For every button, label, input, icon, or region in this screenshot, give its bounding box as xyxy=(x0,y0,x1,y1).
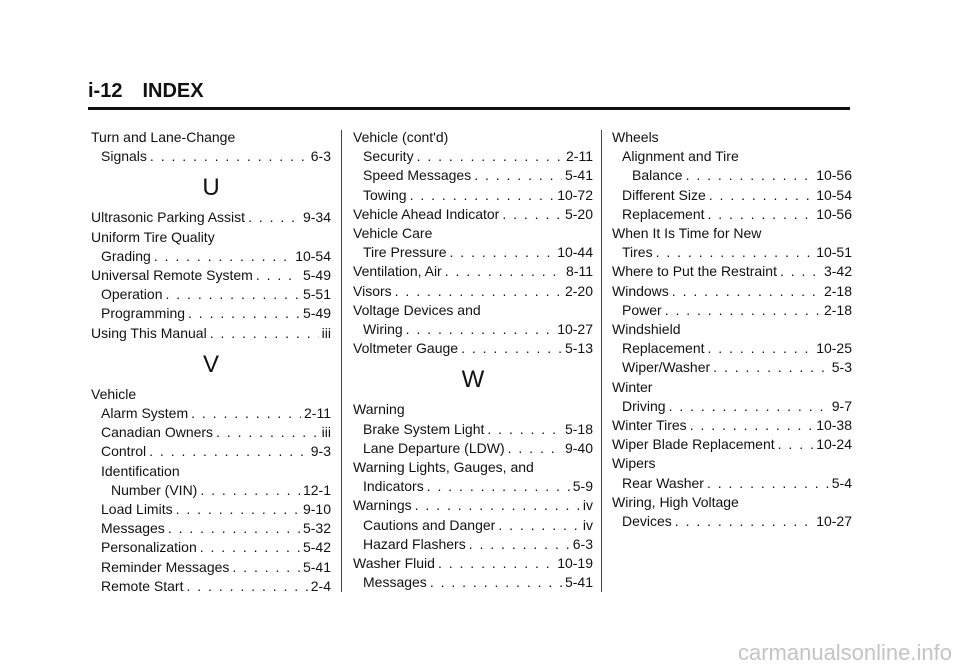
dot-leader xyxy=(707,474,829,493)
entry-term: Washer Fluid xyxy=(353,555,435,572)
entry-term: Windshield xyxy=(612,321,681,338)
index-entry xyxy=(91,423,331,442)
index-entry xyxy=(612,243,852,262)
index-entry xyxy=(91,538,331,557)
dot-leader xyxy=(487,420,562,439)
index-entry xyxy=(353,166,593,185)
index-heading xyxy=(353,224,593,243)
index-entry xyxy=(91,404,331,423)
page-reference: iii xyxy=(321,424,331,441)
page-reference: 5-49 xyxy=(302,267,331,284)
index-entry xyxy=(91,500,331,519)
index-entry xyxy=(353,186,593,205)
entry-term: Operation xyxy=(101,286,163,303)
dot-leader xyxy=(200,481,300,500)
index-heading xyxy=(612,128,852,147)
page-reference: 5-18 xyxy=(564,420,593,437)
index-entry xyxy=(353,496,593,515)
entry-term: Personalization xyxy=(101,539,197,556)
dot-leader xyxy=(708,205,814,224)
index-entry xyxy=(612,474,852,493)
dot-leader xyxy=(502,205,562,224)
index-entry xyxy=(91,558,331,577)
entry-term: Canadian Owners xyxy=(101,424,214,441)
index-column-2 xyxy=(353,128,593,592)
dot-leader xyxy=(150,147,308,166)
page-reference: 9-3 xyxy=(310,443,331,460)
page-reference: 9-34 xyxy=(302,209,331,226)
dot-leader xyxy=(168,519,300,538)
entry-term: Turn and Lane-Change xyxy=(91,129,236,145)
dot-leader xyxy=(430,573,562,592)
dot-leader xyxy=(445,262,563,281)
page-reference: iv xyxy=(582,497,593,514)
entry-term: Different Size xyxy=(622,186,706,203)
page-reference: 5-20 xyxy=(564,205,593,222)
page-reference: 10-27 xyxy=(816,513,852,530)
index-entry xyxy=(91,519,331,538)
entry-term: Vehicle Ahead Indicator xyxy=(353,205,500,222)
page-reference: 10-25 xyxy=(816,340,852,357)
entry-term: Security xyxy=(363,148,414,165)
page-reference: 6-3 xyxy=(572,535,593,552)
entry-term: Towing xyxy=(363,186,407,203)
entry-term: Alignment and Tire xyxy=(622,148,739,165)
page-reference: 5-4 xyxy=(831,474,852,491)
page-reference: 5-32 xyxy=(302,520,331,537)
index-entry xyxy=(612,416,852,435)
entry-term: Winter Tires xyxy=(612,417,687,434)
page-reference: 3-42 xyxy=(823,263,852,280)
index-entry xyxy=(353,243,593,262)
index-entry xyxy=(353,262,593,281)
dot-leader xyxy=(186,577,307,596)
index-entry xyxy=(353,554,593,573)
dot-leader xyxy=(438,554,554,573)
index-entry xyxy=(353,282,593,301)
dot-leader xyxy=(188,304,300,323)
entry-term: Wiper/Washer xyxy=(622,359,711,376)
entry-term: Messages xyxy=(363,574,427,591)
index-entry xyxy=(91,208,331,227)
page-reference: 10-54 xyxy=(816,186,852,203)
page-reference: 5-3 xyxy=(831,359,852,376)
dot-leader xyxy=(406,320,555,339)
index-entry xyxy=(612,282,852,301)
entry-term: Signals xyxy=(101,148,147,165)
entry-term: Devices xyxy=(622,513,672,530)
entry-term: Rear Washer xyxy=(622,474,704,491)
entry-term: Vehicle Care xyxy=(353,225,433,242)
entry-term: Hazard Flashers xyxy=(363,535,466,552)
index-entry xyxy=(353,573,593,592)
page-reference: 2-18 xyxy=(823,301,852,318)
entry-term: Tire Pressure xyxy=(363,244,447,261)
index-entry xyxy=(612,435,852,454)
entry-term: Voltmeter Gauge xyxy=(353,340,459,357)
index-entry xyxy=(353,147,593,166)
page-reference: 2-11 xyxy=(304,405,331,422)
index-heading xyxy=(612,147,852,166)
entry-term: Speed Messages xyxy=(363,167,472,184)
index-entry xyxy=(353,420,593,439)
dot-leader xyxy=(415,496,580,515)
dot-leader xyxy=(154,247,292,266)
page-number: i-12 xyxy=(88,80,123,102)
dot-leader xyxy=(427,477,570,496)
entry-term: Winter xyxy=(612,378,653,395)
index-heading xyxy=(91,128,331,147)
dot-leader xyxy=(690,416,814,435)
entry-term: Vehicle (cont'd) xyxy=(353,129,449,145)
index-entry xyxy=(612,358,852,377)
page-reference: 12-1 xyxy=(302,481,331,498)
entry-term: Balance xyxy=(632,167,683,184)
dot-leader xyxy=(248,208,300,227)
page-reference: 10-56 xyxy=(816,167,852,184)
entry-term: Where to Put the Restraint xyxy=(612,263,777,280)
page-reference: 5-49 xyxy=(302,305,331,322)
page-reference: 5-51 xyxy=(302,286,331,303)
index-entry xyxy=(91,481,331,500)
page-reference: 2-11 xyxy=(566,148,593,165)
index-entry xyxy=(91,442,331,461)
page-reference: iii xyxy=(321,324,331,341)
index-column-1 xyxy=(91,128,331,596)
entry-term: Voltage Devices and xyxy=(353,301,481,318)
page-reference: 10-19 xyxy=(557,555,593,572)
dot-leader xyxy=(672,282,821,301)
entry-term: Driving xyxy=(622,397,666,414)
index-entry xyxy=(353,516,593,535)
dot-leader xyxy=(417,147,563,166)
page-reference: 9-40 xyxy=(564,439,593,456)
index-entry xyxy=(612,166,852,185)
index-heading xyxy=(612,378,852,397)
page-header xyxy=(88,80,850,110)
dot-leader xyxy=(498,516,580,535)
dot-leader xyxy=(149,442,308,461)
index-heading xyxy=(353,400,593,419)
page-reference: 2-20 xyxy=(564,282,593,299)
entry-term: Wiring xyxy=(363,321,403,338)
page-reference: 2-4 xyxy=(310,577,331,594)
index-heading xyxy=(91,462,331,481)
index-heading xyxy=(91,385,331,404)
entry-term: Wheels xyxy=(612,129,659,145)
page-reference: 9-7 xyxy=(831,397,852,414)
entry-term: Grading xyxy=(101,247,151,264)
section-letter: W xyxy=(461,366,485,394)
dot-leader xyxy=(176,500,300,519)
entry-term: Using This Manual xyxy=(91,324,207,341)
entry-term: Universal Remote System xyxy=(91,267,253,284)
page-reference: 10-24 xyxy=(816,436,852,453)
entry-term: Uniform Tire Quality xyxy=(91,228,215,245)
index-entry xyxy=(612,301,852,320)
entry-term: Replacement xyxy=(622,340,705,357)
section-letter: V xyxy=(202,350,219,378)
entry-term: Wiper Blade Replacement xyxy=(612,436,775,453)
entry-term: Wipers xyxy=(612,455,656,472)
index-heading xyxy=(612,320,852,339)
entry-term: Tires xyxy=(622,244,653,261)
index-entry xyxy=(612,512,852,531)
index-entry xyxy=(612,262,852,281)
page-reference: 8-11 xyxy=(566,263,593,280)
entry-term: Replacement xyxy=(622,205,705,222)
index-entry xyxy=(353,535,593,554)
page-title: INDEX xyxy=(142,80,204,102)
dot-leader xyxy=(508,439,562,458)
index-entry xyxy=(91,577,331,596)
index-heading xyxy=(353,458,593,477)
dot-leader xyxy=(780,262,821,281)
entry-term: Visors xyxy=(353,282,392,299)
dot-leader xyxy=(200,538,300,557)
page-reference: 5-41 xyxy=(302,558,331,575)
index-entry xyxy=(612,397,852,416)
entry-term: Power xyxy=(622,301,662,318)
dot-leader xyxy=(656,243,814,262)
index-entry xyxy=(612,205,852,224)
dot-leader xyxy=(256,266,300,285)
entry-term: Reminder Messages xyxy=(101,558,230,575)
entry-term: Lane Departure (LDW) xyxy=(363,439,505,456)
index-entry xyxy=(353,477,593,496)
entry-term: Warning Lights, Gauges, and xyxy=(353,459,534,476)
dot-leader xyxy=(232,558,300,577)
page-reference: 5-41 xyxy=(564,574,593,591)
dot-leader xyxy=(410,186,555,205)
dot-leader xyxy=(708,339,814,358)
entry-term: Remote Start xyxy=(101,577,184,594)
page-reference: 10-44 xyxy=(557,244,593,261)
page-reference: 5-13 xyxy=(564,340,593,357)
page-reference: 5-41 xyxy=(564,167,593,184)
entry-term: Indicators xyxy=(363,478,424,495)
entry-term: Warning xyxy=(353,401,405,418)
entry-term: Wiring, High Voltage xyxy=(612,493,739,510)
dot-leader xyxy=(709,186,813,205)
dot-leader xyxy=(686,166,814,185)
dot-leader xyxy=(669,397,829,416)
index-entry xyxy=(612,186,852,205)
index-heading xyxy=(353,301,593,320)
page-reference: 2-18 xyxy=(823,282,852,299)
index-heading xyxy=(91,228,331,247)
column-divider xyxy=(601,130,602,592)
index-entry xyxy=(91,247,331,266)
entry-term: Ventilation, Air xyxy=(353,263,442,280)
index-entry xyxy=(353,339,593,358)
index-entry xyxy=(91,266,331,285)
index-entry xyxy=(91,324,331,343)
entry-term: Brake System Light xyxy=(363,420,485,437)
entry-term: Programming xyxy=(101,305,186,322)
page-reference: 5-9 xyxy=(572,478,593,495)
entry-term: Warnings xyxy=(353,497,412,514)
dot-leader xyxy=(165,285,299,304)
index-entry xyxy=(353,320,593,339)
page-reference: 5-42 xyxy=(302,539,331,556)
entry-term: Load Limits xyxy=(101,501,173,518)
dot-leader xyxy=(474,166,562,185)
index-heading xyxy=(612,224,852,243)
section-letter: U xyxy=(202,174,220,202)
entry-term: Alarm System xyxy=(101,405,189,422)
page-reference: 10-38 xyxy=(816,417,852,434)
entry-term: Ultrasonic Parking Assist xyxy=(91,209,246,226)
page-reference: 6-3 xyxy=(310,148,331,165)
entry-term: Control xyxy=(101,443,147,460)
dot-leader xyxy=(210,324,319,343)
dot-leader xyxy=(461,339,562,358)
page-reference: 9-10 xyxy=(302,501,331,518)
dot-leader xyxy=(713,358,829,377)
page-reference: 10-27 xyxy=(557,321,593,338)
index-column-3 xyxy=(612,128,852,531)
dot-leader xyxy=(395,282,562,301)
page-reference: iv xyxy=(582,516,593,533)
dot-leader xyxy=(675,512,813,531)
page-reference: 10-56 xyxy=(816,205,852,222)
index-entry xyxy=(612,339,852,358)
page-reference: 10-54 xyxy=(295,247,331,264)
index-entry xyxy=(91,285,331,304)
entry-term: Cautions and Danger xyxy=(363,516,496,533)
index-entry xyxy=(353,205,593,224)
entry-term: Identification xyxy=(101,462,180,479)
dot-leader xyxy=(450,243,555,262)
entry-term: Windows xyxy=(612,282,669,299)
entry-term: Vehicle xyxy=(91,385,137,402)
dot-leader xyxy=(665,301,821,320)
watermark: carmanualsonline.info xyxy=(737,640,952,665)
index-heading xyxy=(353,128,593,147)
dot-leader xyxy=(778,435,814,454)
index-heading xyxy=(612,493,852,512)
page-reference: 10-72 xyxy=(557,186,593,203)
entry-term: When It Is Time for New xyxy=(612,225,762,242)
dot-leader xyxy=(216,423,319,442)
index-entry xyxy=(91,304,331,323)
dot-leader xyxy=(469,535,570,554)
column-divider xyxy=(341,130,342,592)
entry-term: Number (VIN) xyxy=(111,481,198,498)
index-entry xyxy=(91,147,331,166)
index-heading xyxy=(612,454,852,473)
page-reference: 10-51 xyxy=(816,244,852,261)
entry-term: Messages xyxy=(101,520,165,537)
index-entry xyxy=(353,439,593,458)
dot-leader xyxy=(191,404,301,423)
